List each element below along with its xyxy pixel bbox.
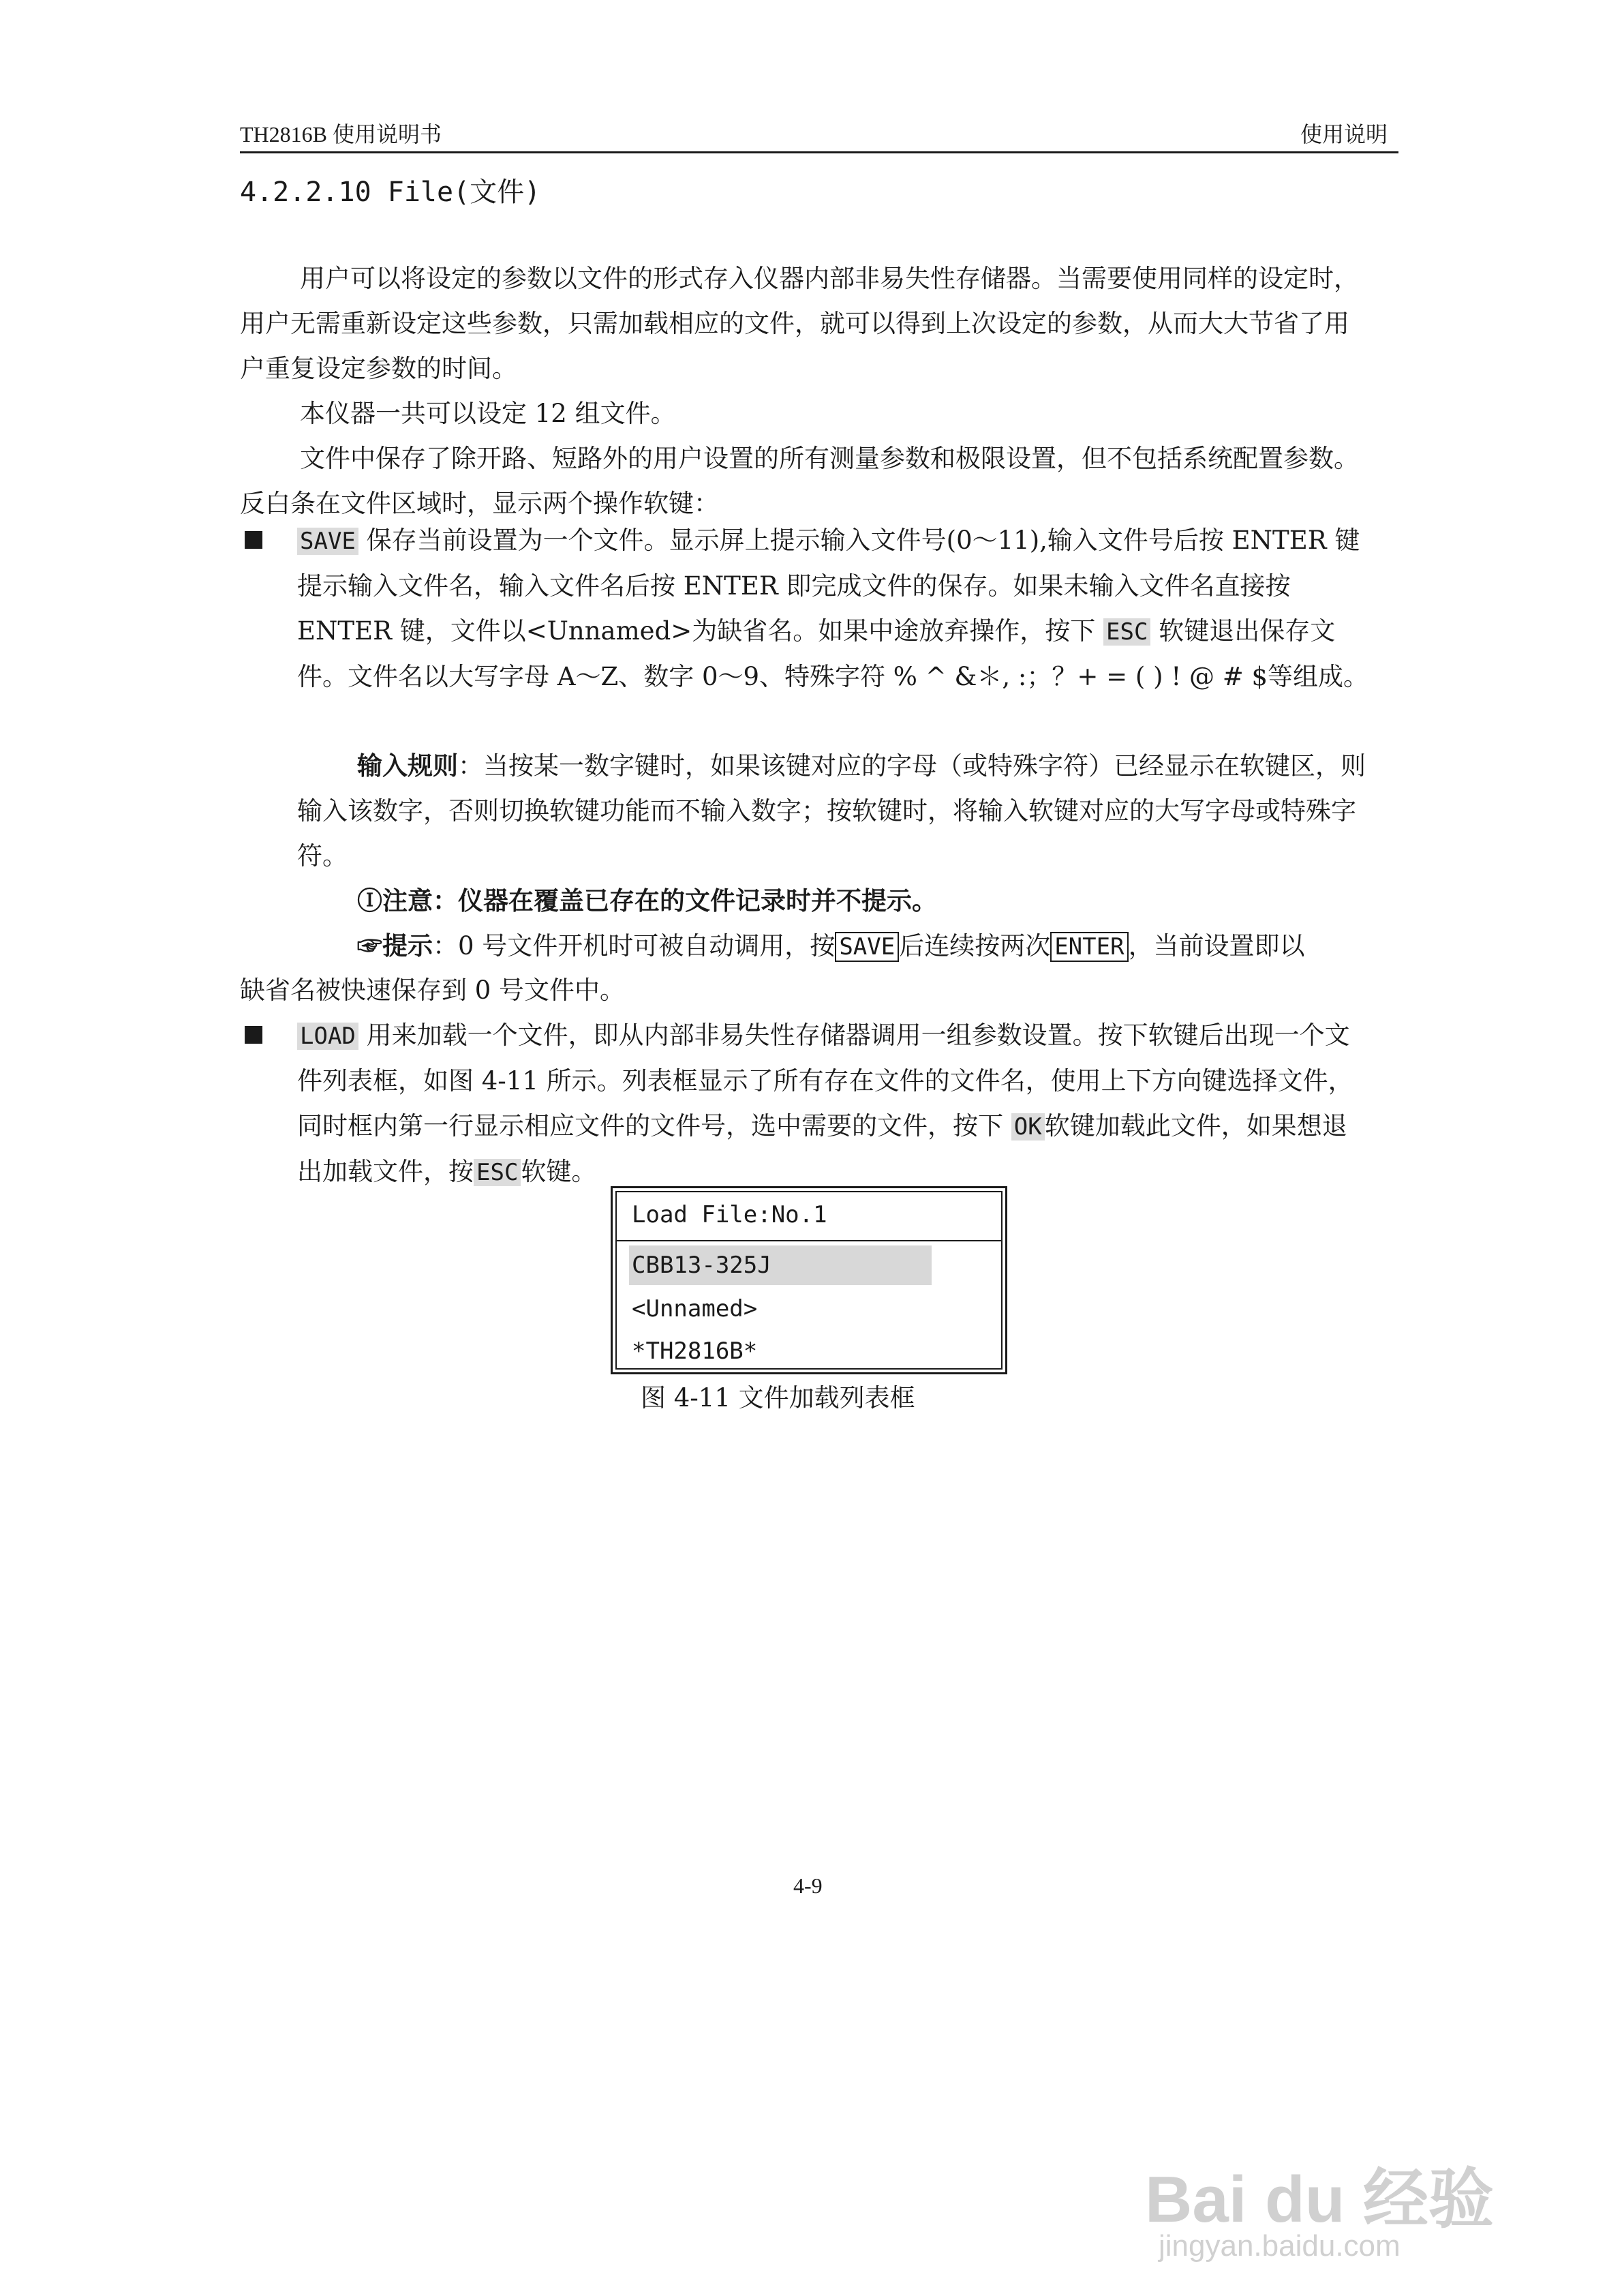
tip-continuation: 缺省名被快速保存到 0 号文件中。 <box>240 976 626 1005</box>
page-header <box>240 115 1398 153</box>
file-list-title: Load File:No.1 <box>632 1201 827 1228</box>
section-title: 4.2.2.10 File(文件) <box>240 177 541 208</box>
save-softkey-label: SAVE <box>297 528 358 555</box>
figure-caption: 图 4-11 文件加载列表框 <box>641 1383 915 1413</box>
file-list-item: <Unnamed> <box>632 1295 758 1323</box>
file-list-item: *TH2816B* <box>632 1338 758 1365</box>
load-softkey-label: LOAD <box>297 1023 358 1050</box>
file-list-figure <box>611 1186 1007 1374</box>
tip-text-a: ：0 号文件开机时可被自动调用，按 <box>433 931 836 961</box>
page-number: 4-9 <box>793 1873 823 1898</box>
input-rule-text: ：当按某一数字键时，如果该键对应的字母（或特殊字符）已经显示在软键区，则输入该数字，否则切换软键功能而不输入数字；按软键时，将输入软键对应的大写字母或特殊字符。 <box>297 751 1366 871</box>
note-paragraph: Ⓘ注意：仪器在覆盖已存在的文件记录时并不提示。 <box>357 886 937 916</box>
save-description <box>297 518 1371 699</box>
tip-label: ☞提示 <box>357 931 433 961</box>
watermark-brand: Bai du 经验 <box>1145 2163 1495 2236</box>
header-doc-title: TH2816B 使用说明书 <box>240 122 442 147</box>
ok-softkey-label: OK <box>1011 1113 1045 1141</box>
tip-paragraph <box>297 923 1371 969</box>
load-description <box>297 1013 1371 1195</box>
save-key-boxed: SAVE <box>835 932 899 962</box>
load-text-c: 软键。 <box>521 1157 597 1186</box>
watermark-url: jingyan.baidu.com <box>1159 2229 1401 2263</box>
file-count-paragraph: 本仪器一共可以设定 12 组文件。 <box>300 399 676 428</box>
file-list-item-selected: CBB13-325J <box>629 1245 932 1285</box>
input-rule-label: 输入规则 <box>357 751 458 781</box>
tip-text-b: 后连续按两次 <box>899 931 1051 961</box>
load-text-a: 用来加载一个文件，即从内部非易失性存储器调用一组参数设置。按下软键后出现一个文件列表框，如图 4-11 所示。列表框显示了所有存在文件的文件名，使用上下方向键选择文件，同时框内第一行显示相应文件的文件号，选中需要的文件，按下 <box>297 1021 1353 1141</box>
input-rule-paragraph <box>297 743 1371 879</box>
enter-key-boxed: ENTER <box>1050 932 1128 962</box>
header-section-title: 使用说明 <box>1300 122 1388 147</box>
esc-softkey-label: ESC <box>474 1159 521 1186</box>
tip-text-c: ，当前设置即以 <box>1128 931 1305 961</box>
file-list-box <box>615 1191 1003 1370</box>
intro-paragraph: 用户可以将设定的参数以文件的形式存入仪器内部非易失性存储器。当需要使用同样的设定时，用户无需重新设定这些参数，只需加载相应的文件，就可以得到上次设定的参数，从而大大节省了用户重复设定参数的时间。 <box>240 264 1359 383</box>
save-text-a: 保存当前设置为一个文件。显示屏上提示输入文件号(0～11),输入文件号后按 ENTER 键提示输入文件名，输入文件名后按 ENTER 即完成文件的保存。如果未输入文件名直接按 ENTER 键，文件以<Unnamed>为缺省名。如果中途放弃操作，按下 <box>297 526 1360 646</box>
save-text-b: 软键退出保存文件。文件名以大写字母 A～Z、数字 0～9、特殊字符 % ^ &＊, :；？+ = ( ) ! @ # $等组成。 <box>297 616 1369 691</box>
baidu-jingyan-watermark <box>1131 2134 1567 2270</box>
file-contents-paragraph: 文件中保存了除开路、短路外的用户设置的所有测量参数和极限设置，但不包括系统配置参数。反白条在文件区域时，显示两个操作软键： <box>240 444 1359 518</box>
file-list-divider <box>617 1240 1001 1241</box>
bullet-square-icon: ■ <box>243 1020 265 1047</box>
load-text-b: 软键加载此文件，如果想退出加载文件，按 <box>297 1111 1347 1186</box>
esc-softkey-label: ESC <box>1103 618 1150 646</box>
bullet-square-icon: ■ <box>243 525 265 552</box>
